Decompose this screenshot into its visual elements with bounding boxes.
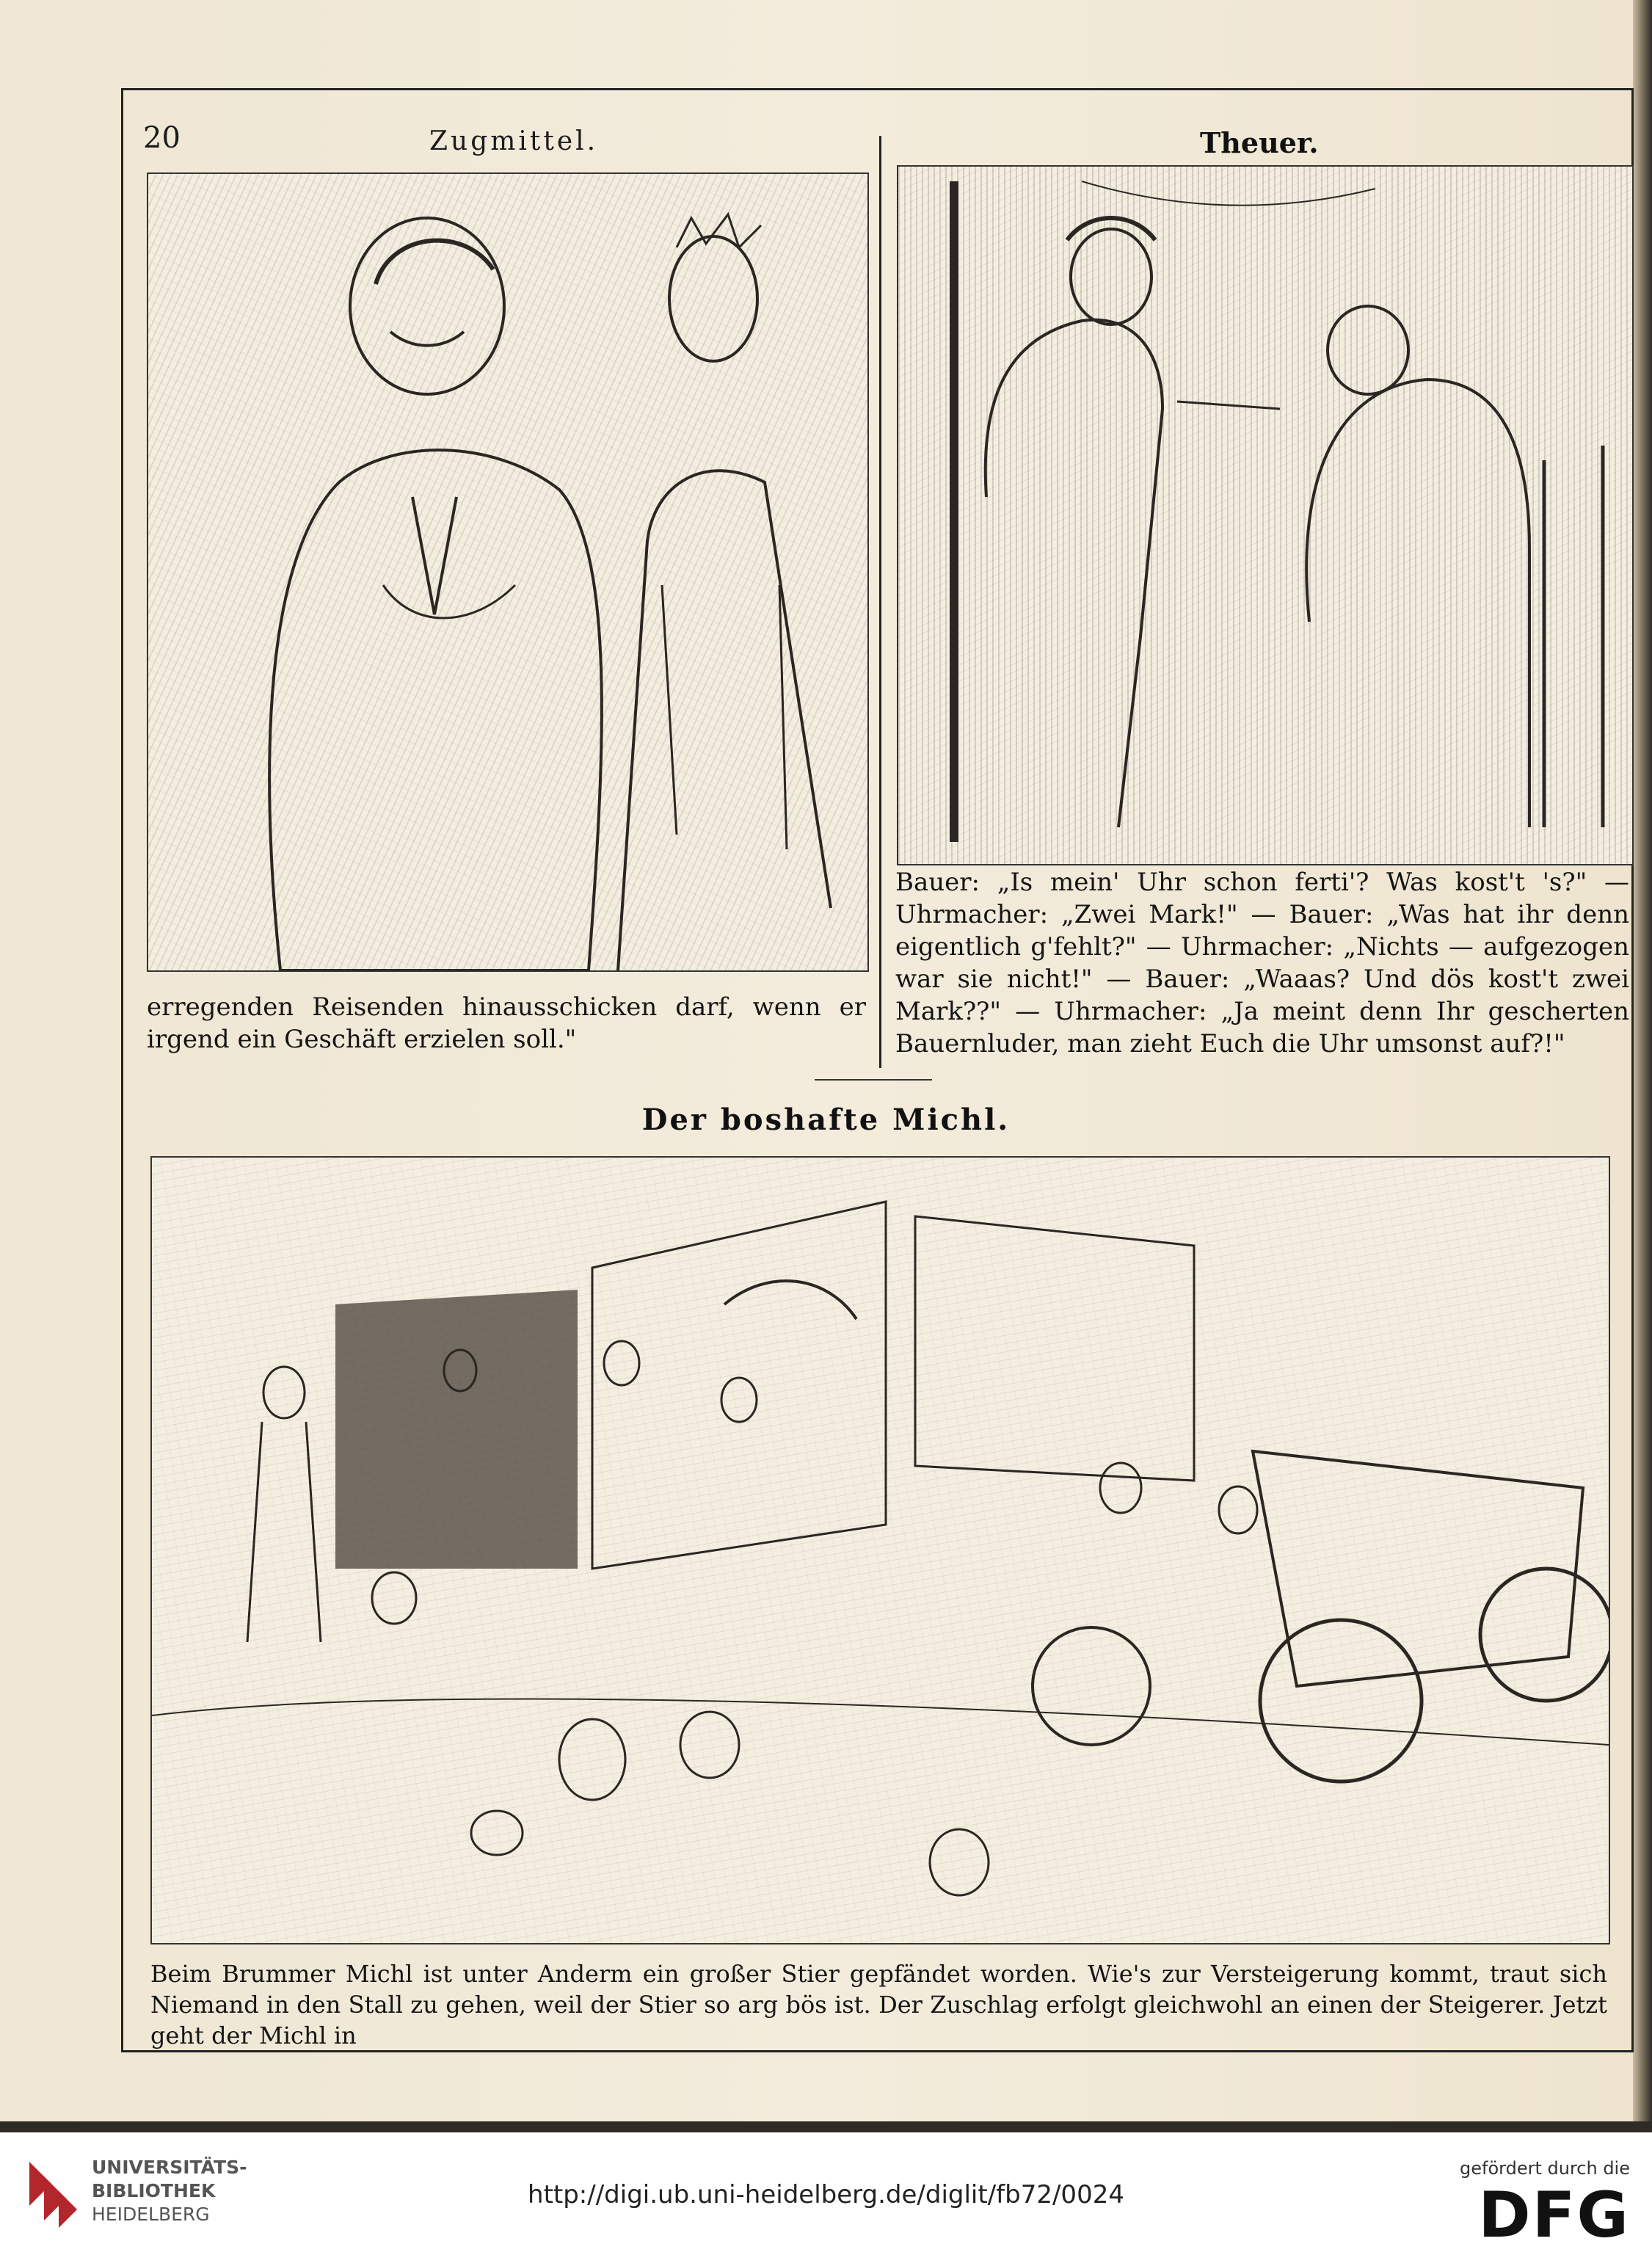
left-cartoon-title: Zugmittel. <box>429 126 599 156</box>
section-separator <box>815 1079 932 1081</box>
library-name-line3: HEIDELBERG <box>92 2204 210 2225</box>
page-number: 20 <box>143 121 181 155</box>
left-illustration <box>147 173 869 972</box>
left-caption: erregenden Reisenden hinausschicken darf, wenn er irgend ein Geschäft erzielen soll." <box>147 992 866 1054</box>
bottom-cartoon-title: Der boshafte Michl. <box>641 1103 1011 1137</box>
library-name-line2: BIBLIOTHEK <box>92 2180 216 2201</box>
library-name-line1: UNIVERSITÄTS- <box>92 2157 247 2178</box>
bottom-illustration <box>150 1156 1610 1944</box>
source-url-link[interactable]: http://digi.ub.uni-heidelberg.de/diglit/fb72/0024 <box>528 2180 1124 2209</box>
sponsor-block <box>1460 2158 1630 2252</box>
right-cartoon-title: Theuer. <box>1200 126 1319 159</box>
dfg-logo: DFG <box>1478 2179 1630 2252</box>
page-edge <box>1633 0 1652 2121</box>
right-caption: Bauer: „Is mein' Uhr schon ferti'? Was kost't 's?" — Uhrmacher: „Zwei Mark!" — Bauer: „Was hat ihr denn eigentlich g'fehlt?" — Uhrmacher: „Nichts — aufgezogen war sie nicht!" — Bauer: „Waaas? Und dös kost't zwei Mark??" — Uhrmacher: „Ja meint denn Ihr gescherten Bauernluder, man zieht Euch die Uhr umsonst auf?!" <box>895 868 1629 1058</box>
right-illustration <box>897 165 1634 865</box>
column-divider <box>879 136 881 1068</box>
sponsor-text: gefördert durch die <box>1460 2158 1630 2179</box>
bottom-caption: Beim Brummer Michl ist unter Anderm ein großer Stier gepfändet worden. Wie's zur Versteigerung kommt, traut sich Niemand in den Stall zu gehen, weil der Stier so arg bös ist. Der Zuschlag erfolgt gleichwohl an einen der Steigerer. Jetzt geht der Michl in <box>150 1960 1607 2049</box>
